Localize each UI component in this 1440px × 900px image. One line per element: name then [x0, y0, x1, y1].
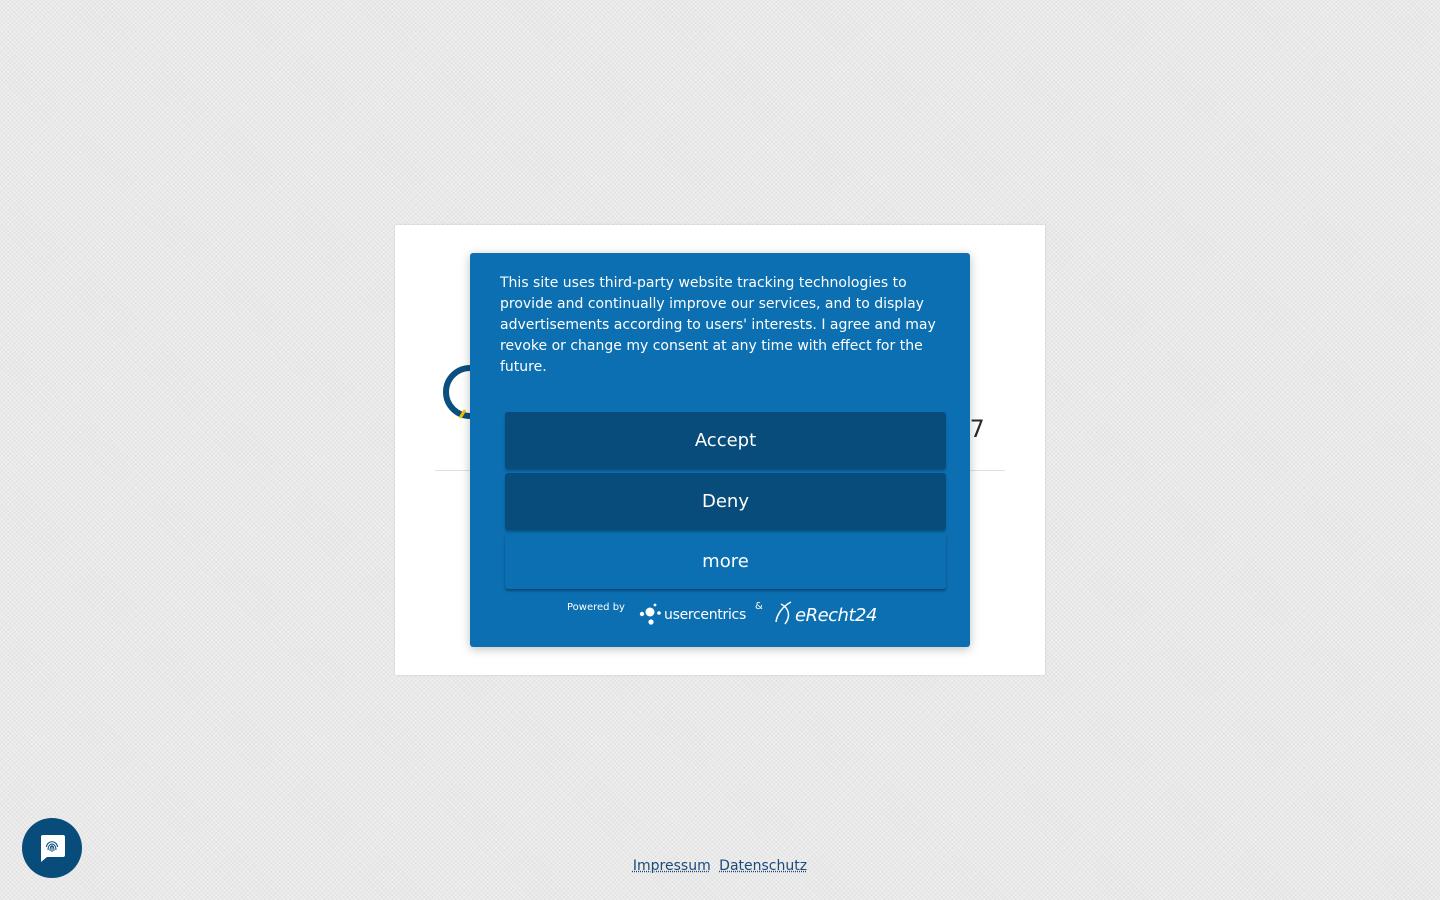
- erecht24-logo[interactable]: [773, 600, 877, 628]
- consent-message: This site uses third-party website tracking technologies to provide and continually improve our services, and to display advertisements according to users' interests. I agree and may revoke or change my consent at any time with effect for the future.: [500, 275, 936, 375]
- fingerprint-chat-icon: [37, 832, 67, 864]
- erecht24-logo-text: eRecht24: [795, 605, 877, 626]
- cookie-consent-dialog: [470, 253, 970, 647]
- impressum-link[interactable]: Impressum: [632, 858, 711, 874]
- powered-by-bar: [470, 598, 970, 634]
- datenschutz-link[interactable]: Datenschutz: [719, 858, 808, 874]
- ampersand: &: [755, 601, 763, 612]
- site-logo-text-fragment: 7: [970, 415, 985, 443]
- usercentrics-dots-icon: [638, 602, 662, 628]
- usercentrics-logo-text: usercentrics: [664, 607, 746, 623]
- erecht24-mark-icon: [773, 600, 797, 626]
- accept-button[interactable]: Accept: [505, 412, 946, 469]
- usercentrics-logo[interactable]: [638, 602, 758, 628]
- deny-button[interactable]: Deny: [505, 473, 946, 530]
- footer-links: [0, 858, 1440, 874]
- privacy-settings-button[interactable]: [22, 818, 82, 878]
- powered-by-label: Powered by: [567, 602, 625, 613]
- more-button[interactable]: more: [505, 534, 946, 589]
